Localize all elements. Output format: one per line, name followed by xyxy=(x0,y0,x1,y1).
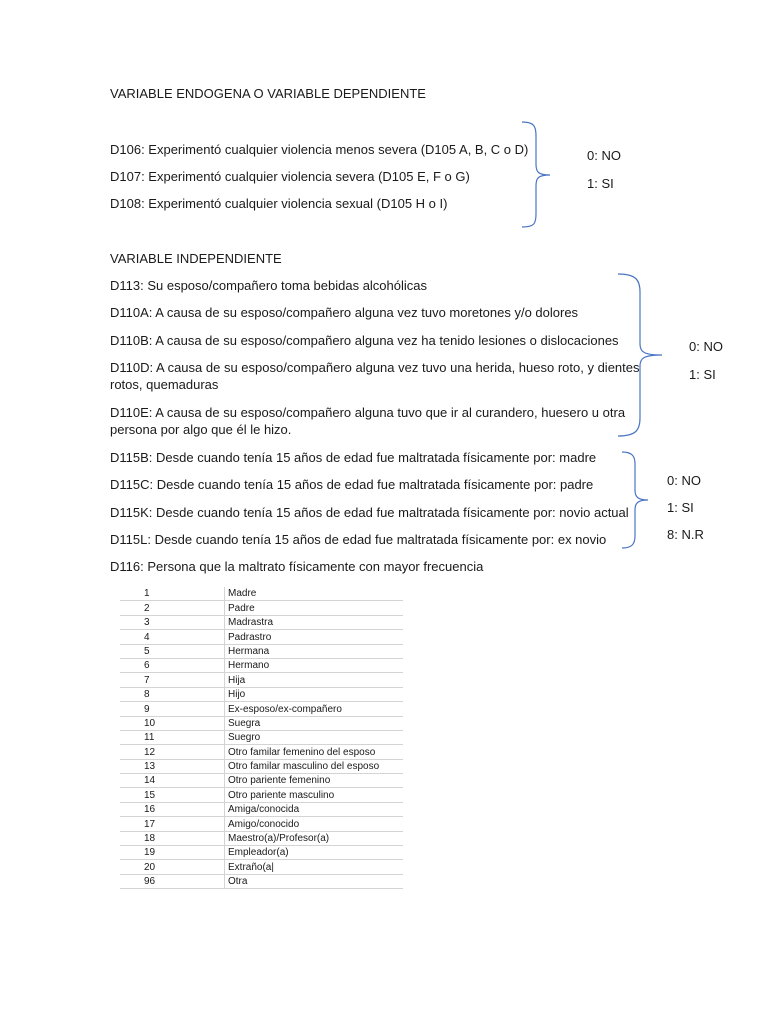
table-row xyxy=(120,644,403,658)
dependent-item-d108: D108: Experimentó cualquier violencia sexual (D105 H o I) xyxy=(110,196,448,211)
d115-item-c: D115C: Desde cuando tenía 15 años de edad fue maltratada físicamente por: padre xyxy=(110,477,594,492)
table-cell-code: 18 xyxy=(120,831,225,845)
d115-code-nr: 8: N.R xyxy=(667,527,704,542)
table-cell-code: 4 xyxy=(120,630,225,644)
table-cell-label: Otro familar masculino del esposo xyxy=(225,759,404,773)
table-cell-code: 7 xyxy=(120,673,225,687)
table-cell-code: 11 xyxy=(120,730,225,744)
table-row xyxy=(120,730,403,744)
d115-code-no: 0: NO xyxy=(667,473,701,488)
table-row xyxy=(120,673,403,687)
independent-item-d110d: D110D: A causa de su esposo/compañero alguna vez tuvo una herida, hueso roto, y dientes rotos, quemaduras xyxy=(110,360,640,392)
d115-brace-icon xyxy=(620,450,650,552)
table-row xyxy=(120,802,403,816)
table-cell-label: Maestro(a)/Profesor(a) xyxy=(225,831,404,845)
table-cell-label: Hija xyxy=(225,673,404,687)
table-row xyxy=(120,702,403,716)
table-row xyxy=(120,846,403,860)
independent-item-d110b: D110B: A causa de su esposo/compañero alguna vez ha tenido lesiones o dislocaciones xyxy=(110,333,619,348)
independent-heading: VARIABLE INDEPENDIENTE xyxy=(110,251,282,266)
table-cell-code: 3 xyxy=(120,615,225,629)
table-cell-code: 9 xyxy=(120,702,225,716)
table-cell-label: Hijo xyxy=(225,687,404,701)
table-cell-code: 5 xyxy=(120,644,225,658)
table-row xyxy=(120,630,403,644)
dependent-code-no: 0: NO xyxy=(587,148,621,163)
table-cell-code: 14 xyxy=(120,774,225,788)
table-cell-label: Otro familar femenino del esposo xyxy=(225,745,404,759)
table-row xyxy=(120,658,403,672)
table-cell-code: 6 xyxy=(120,658,225,672)
d116-title: D116: Persona que la maltrato físicamente con mayor frecuencia xyxy=(110,559,484,574)
independent-brace-icon xyxy=(616,272,666,438)
table-cell-label: Otra xyxy=(225,874,404,888)
table-cell-label: Suegro xyxy=(225,730,404,744)
table-row xyxy=(120,687,403,701)
d115-item-k: D115K: Desde cuando tenía 15 años de edad fue maltratada físicamente por: novio actual xyxy=(110,505,629,520)
table-cell-label: Suegra xyxy=(225,716,404,730)
table-cell-label: Amigo/conocido xyxy=(225,817,404,831)
d115-item-b: D115B: Desde cuando tenía 15 años de edad fue maltratada físicamente por: madre xyxy=(110,450,597,465)
table-cell-code: 15 xyxy=(120,788,225,802)
dependent-code-si: 1: SI xyxy=(587,176,614,191)
table-cell-label: Otro pariente masculino xyxy=(225,788,404,802)
independent-item-d110e: D110E: A causa de su esposo/compañero alguna tuvo que ir al curandero, huesero u otra persona por algo que él le hizo. xyxy=(110,405,626,437)
dependent-heading: VARIABLE ENDOGENA O VARIABLE DEPENDIENTE xyxy=(110,86,426,101)
d115-item-l: D115L: Desde cuando tenía 15 años de edad fue maltratada físicamente por: ex novio xyxy=(110,532,607,547)
table-row xyxy=(120,860,403,874)
table-cell-label: Empleador(a) xyxy=(225,846,404,860)
table-cell-label: Madrastra xyxy=(225,615,404,629)
independent-code-si: 1: SI xyxy=(689,367,716,382)
table-cell-code: 16 xyxy=(120,802,225,816)
dependent-item-d106: D106: Experimentó cualquier violencia menos severa (D105 A, B, C o D) xyxy=(110,142,529,157)
table-row xyxy=(120,788,403,802)
table-cell-code: 13 xyxy=(120,759,225,773)
independent-item-d110a: D110A: A causa de su esposo/compañero alguna vez tuvo moretones y/o dolores xyxy=(110,305,579,320)
table-cell-label: Padrastro xyxy=(225,630,404,644)
table-row xyxy=(120,716,403,730)
table-cell-label: Extraño(a| xyxy=(225,860,404,874)
table-cell-code: 10 xyxy=(120,716,225,730)
table-cell-label: Ex-esposo/ex-compañero xyxy=(225,702,404,716)
table-row xyxy=(120,615,403,629)
table-row xyxy=(120,774,403,788)
table-cell-code: 20 xyxy=(120,860,225,874)
independent-item-d113: D113: Su esposo/compañero toma bebidas alcohólicas xyxy=(110,278,428,293)
table-cell-code: 12 xyxy=(120,745,225,759)
table-row xyxy=(120,874,403,888)
table-row xyxy=(120,759,403,773)
table-cell-code: 17 xyxy=(120,817,225,831)
table-row xyxy=(120,831,403,845)
table-row xyxy=(120,745,403,759)
table-cell-label: Hermana xyxy=(225,644,404,658)
table-cell-code: 19 xyxy=(120,846,225,860)
table-cell-label: Amiga/conocida xyxy=(225,802,404,816)
table-cell-code: 8 xyxy=(120,687,225,701)
d115-code-si: 1: SI xyxy=(667,500,694,515)
table-cell-label: Otro pariente femenino xyxy=(225,774,404,788)
table-cell-label: Hermano xyxy=(225,658,404,672)
table-cell-code: 2 xyxy=(120,601,225,615)
d116-code-table xyxy=(120,587,403,889)
table-row xyxy=(120,601,403,615)
table-cell-label: Padre xyxy=(225,601,404,615)
table-cell-code: 96 xyxy=(120,874,225,888)
table-cell-label: Madre xyxy=(225,587,404,601)
independent-code-no: 0: NO xyxy=(689,339,723,354)
dependent-brace-icon xyxy=(520,120,552,230)
table-row xyxy=(120,817,403,831)
table-cell-code: 1 xyxy=(120,587,225,601)
dependent-item-d107: D107: Experimentó cualquier violencia severa (D105 E, F o G) xyxy=(110,169,470,184)
table-row xyxy=(120,587,403,601)
